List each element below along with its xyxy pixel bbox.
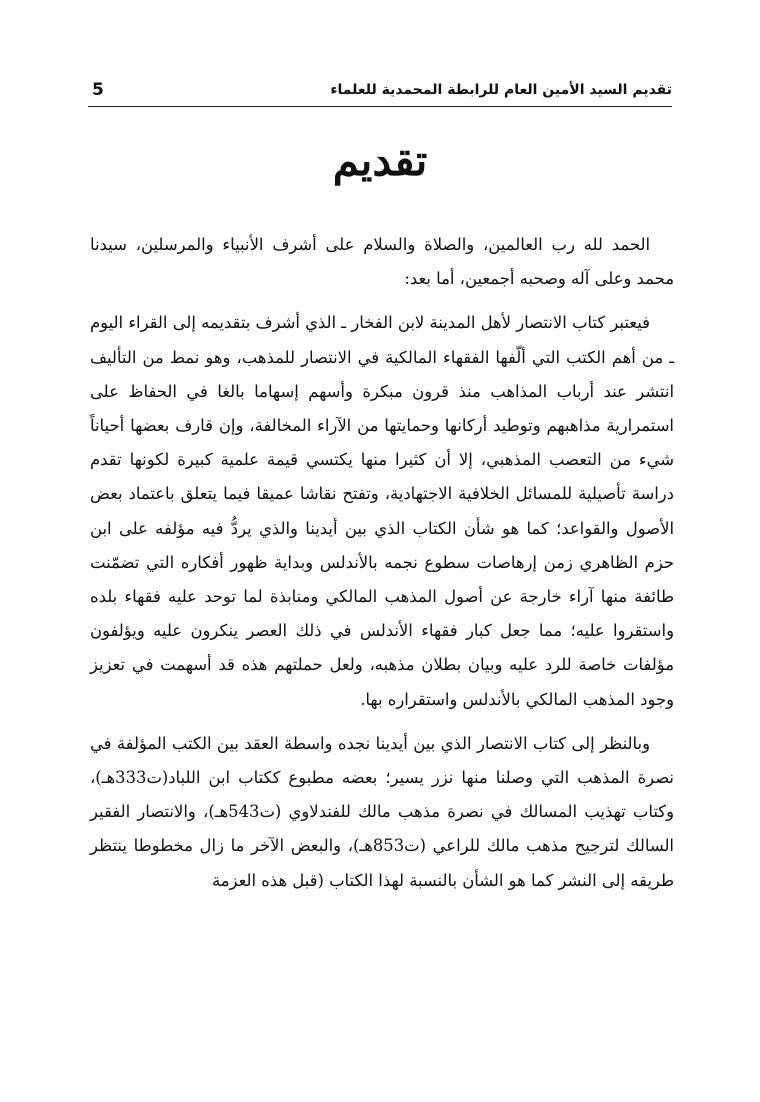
paragraph: فيعتبر كتاب الانتصار لأهل المدينة لابن الفخار ـ الذي أشرف بتقديمه إلى القراء اليوم ـ من أهم الكتب التي ألّفها الفقهاء المالكية في الانتصار للمذهب، وهو نمط من التأليف انتشر عند أرباب المذاهب منذ قرون مبكرة وأسهم إسهاما بالغا في الحفاظ على استمرارية مذاهبهم وتوطيد أركانها وحمايتها من الآراء المخالفة، وإن قارف بعضها أحياناً شيء من التعصب المذهبي، إلا أن كثيرا منها يكتسي قيمة علمية كبيرة لكونها تقدم دراسة تأصيلية للمسائل الخلافية الاجتهادية، وتفتح نقاشا عميقا فيما يتعلق باعتماد بعض الأصول والقواعد؛ كما هو شأن الكتاب الذي بين أيدينا والذي يردُّ فيه مؤلفه على ابن حزم الظاهري زمن إرهاصات سطوع نجمه بالأندلس وبداية ظهور أفكاره التي تضمّنت طائفة منها آراء خارجة عن أصول المذهب المالكي ومنابذة لما توحد عليه فقهاء بلده واستقروا عليه؛ مما جعل كبار فقهاء الأندلس في ذلك العصر ينكرون عليه ويؤلفون مؤلفات خاصة للرد عليه وبيان بطلان مذهبه، ولعل حملتهم هذه قد أسهمت في تعزيز وجود المذهب المالكي بالأندلس واستقراره بها. — [90, 313, 674, 709]
paragraph: الحمد لله رب العالمين، والصلاة والسلام على أشرف الأنبياء والمرسلين، سيدنا محمد وعلى آله وصحبه أجمعين، أما بعد: — [90, 235, 674, 289]
page-header — [88, 80, 672, 107]
page-number: 5 — [92, 80, 104, 100]
body-text — [90, 228, 674, 898]
page-title: تقديم — [332, 136, 428, 185]
paragraph: وبالنظر إلى كتاب الانتصار الذي بين أيدينا نجده واسطة العقد بين الكتب المؤلفة في نصرة المذهب التي وصلنا منها نزر يسير؛ بعضه مطبوع ككتاب ابن اللباد(ت333هـ)، وكتاب تهذيب المسالك في نصرة مذهب مالك للفندلاوي (ت543هـ)، والانتصار الفقير السالك لترجيح مذهب مالك للراعي (ت853هـ)، والبعض الآخر ما زال مخطوطا ينتظر طريقه إلى النشر كما هو الشأن بالنسبة لهذا الكتاب (قبل هذه العزمة — [90, 733, 674, 890]
running-head: تقديم السيد الأمين العام للرابطة المحمدية للعلماء — [330, 82, 672, 98]
